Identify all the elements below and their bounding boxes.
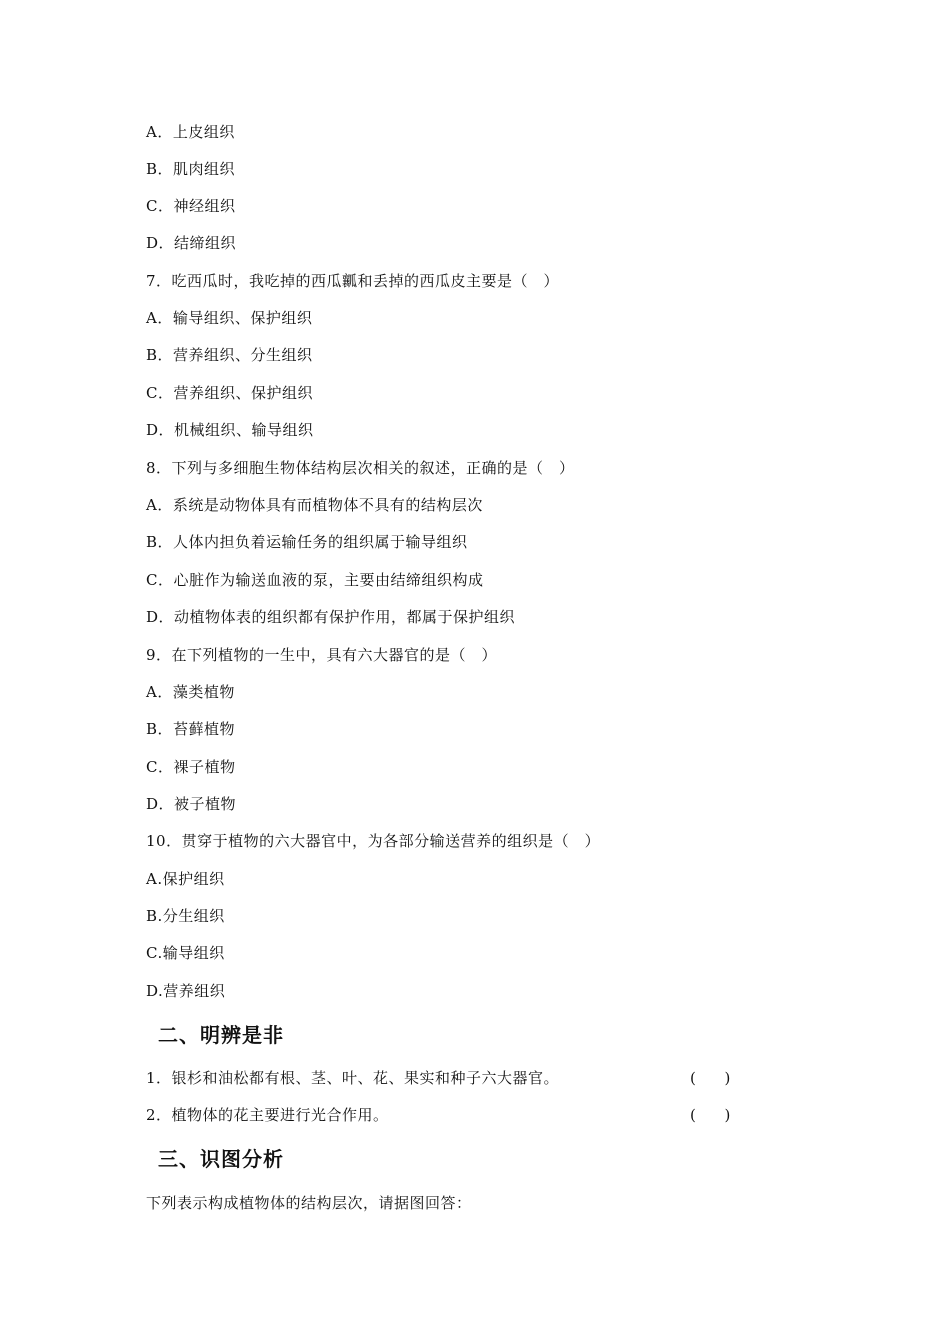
q9-stem: 9．在下列植物的一生中，具有六大器官的是（ ） bbox=[146, 646, 498, 664]
section-3-title: 三、识图分析 bbox=[158, 1147, 284, 1171]
q6-option-b: B．肌肉组织 bbox=[146, 160, 236, 178]
q8-option-c: C．心脏作为输送血液的泵，主要由结缔组织构成 bbox=[146, 571, 484, 589]
section-3-intro: 下列表示构成植物体的结构层次，请据图回答： bbox=[146, 1194, 472, 1212]
q9-option-a: A．藻类植物 bbox=[146, 683, 235, 701]
q6-option-d: D．结缔组织 bbox=[146, 234, 237, 252]
q7-option-c: C．营养组织、保护组织 bbox=[146, 384, 313, 402]
q8-option-a: A．系统是动物体具有而植物体不具有的结构层次 bbox=[146, 496, 483, 514]
q7-stem: 7．吃西瓜时，我吃掉的西瓜瓤和丢掉的西瓜皮主要是（ ） bbox=[146, 272, 560, 290]
q8-stem: 8．下列与多细胞生物体结构层次相关的叙述，正确的是（ ） bbox=[146, 459, 575, 477]
q10-option-d: D.营养组织 bbox=[146, 982, 226, 1000]
q10-stem: 10．贯穿于植物的六大器官中，为各部分输送营养的组织是（ ） bbox=[146, 832, 601, 850]
q9-option-c: C．裸子植物 bbox=[146, 758, 236, 776]
q9-option-d: D．被子植物 bbox=[146, 795, 237, 813]
judgment-item-1: 1．银杉和油松都有根、茎、叶、花、果实和种子六大器官。 bbox=[146, 1069, 560, 1087]
q6-option-c: C．神经组织 bbox=[146, 197, 236, 215]
q7-option-d: D．机械组织、输导组织 bbox=[146, 421, 314, 439]
judgment-item-2-answer-blank: ( ) bbox=[690, 1106, 731, 1124]
q7-option-a: A．输导组织、保护组织 bbox=[146, 309, 313, 327]
q10-option-b: B.分生组织 bbox=[146, 907, 225, 925]
q6-option-a: A．上皮组织 bbox=[146, 123, 235, 141]
judgment-item-1-answer-blank: ( ) bbox=[690, 1069, 731, 1087]
q7-option-b: B．营养组织、分生组织 bbox=[146, 346, 313, 364]
judgment-item-2: 2．植物体的花主要进行光合作用。 bbox=[146, 1106, 389, 1124]
q9-option-b: B．苔藓植物 bbox=[146, 720, 236, 738]
q10-option-a: A.保护组织 bbox=[146, 870, 225, 888]
q8-option-b: B．人体内担负着运输任务的组织属于输导组织 bbox=[146, 533, 468, 551]
section-2-title: 二、明辨是非 bbox=[158, 1023, 284, 1047]
q8-option-d: D．动植物体表的组织都有保护作用，都属于保护组织 bbox=[146, 608, 516, 626]
q10-option-c: C.输导组织 bbox=[146, 944, 225, 962]
